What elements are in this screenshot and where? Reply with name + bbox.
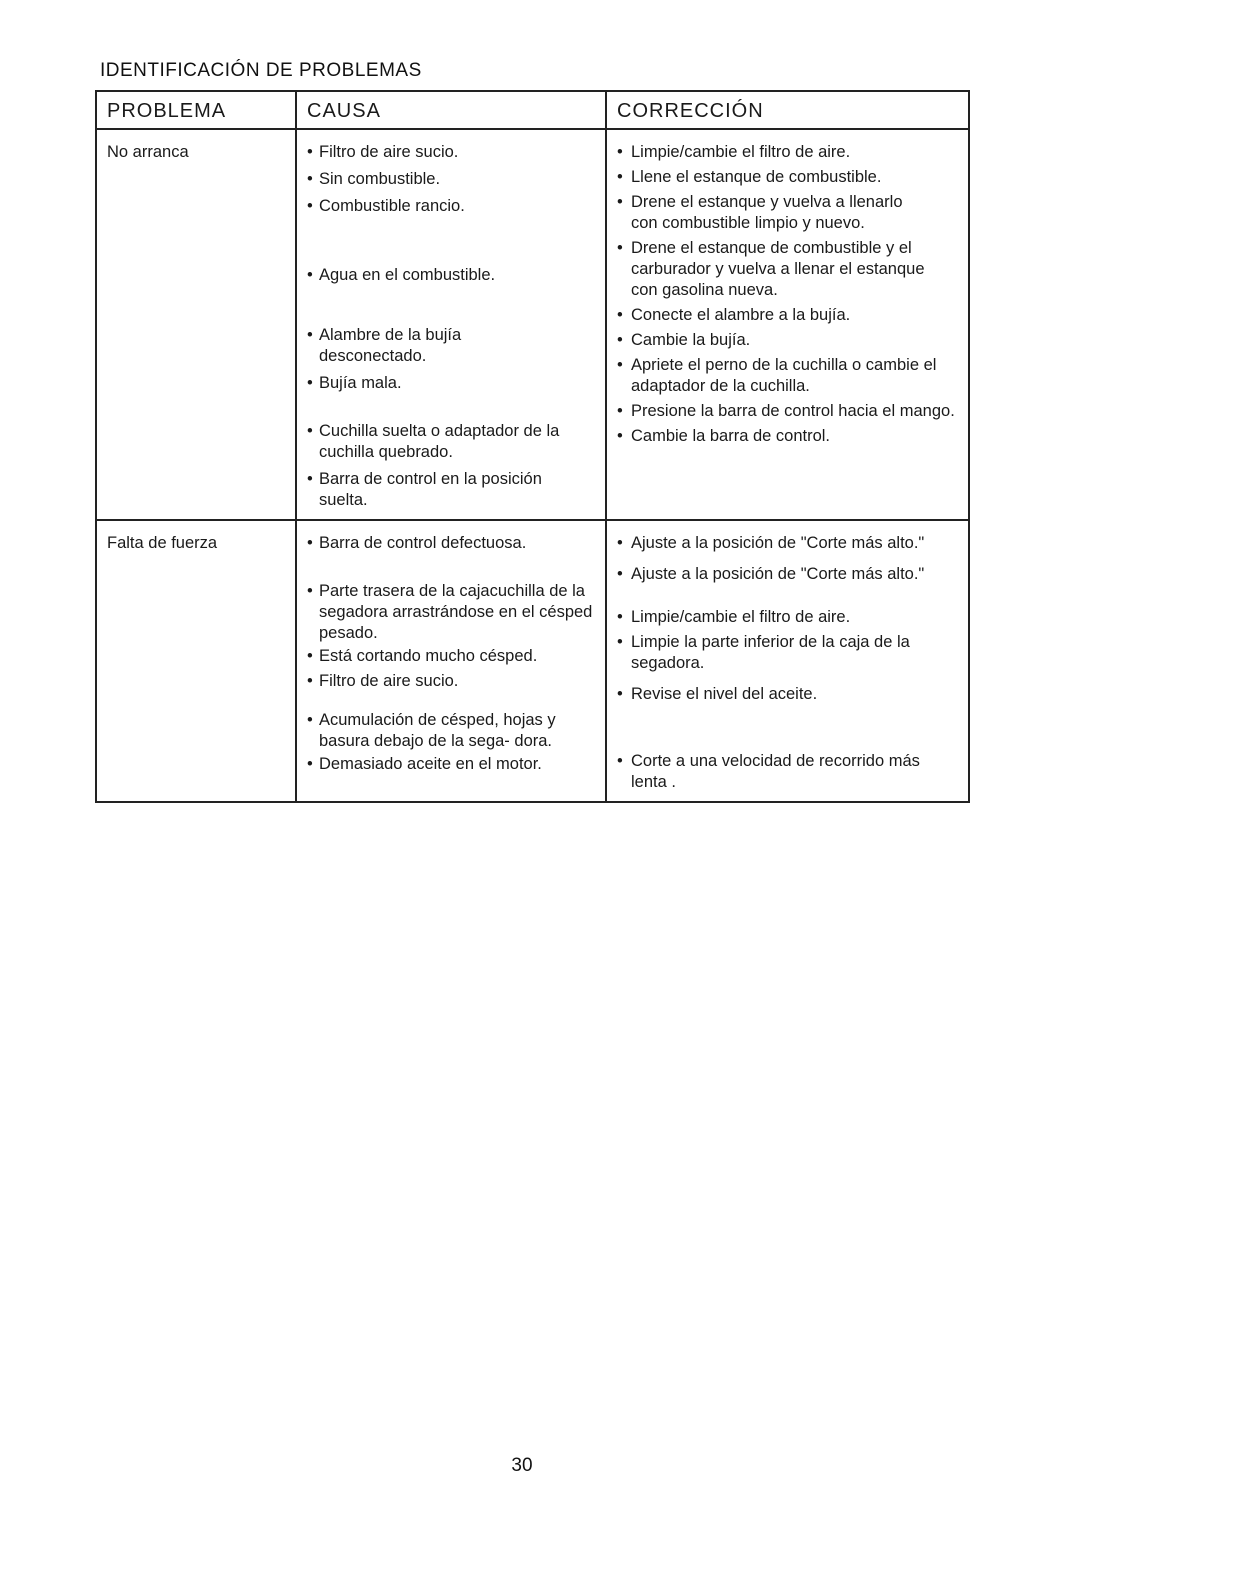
correction-list [617,533,958,793]
page-title: IDENTIFICACIÓN DE PROBLEMAS [100,60,422,81]
list-item: • Filtro de aire sucio. [307,671,595,692]
list-item: • Conecte el alambre a la bujía. [617,305,958,326]
cause-cell [296,129,606,520]
correction-list [617,142,958,447]
table-row [96,520,969,802]
list-item: • Parte trasera de la cajacuchilla de la segadora arrastrándose en el césped pesado. [307,581,594,644]
table-header-row [96,91,969,129]
troubleshooting-table [95,90,970,803]
problem-cell: Falta de fuerza [96,520,296,802]
list-item: • Drene el estanque de combustible y el carburador y vuelva a llenar el estanque con gasolina nueva. [617,238,951,301]
header-correction: CORRECCIÓN [606,91,969,129]
list-item: • Filtro de aire sucio. [307,142,595,163]
list-item: • Agua en el combustible. [307,265,595,286]
list-item: • Combustible rancio. [307,196,595,217]
page-number: 30 [511,1455,533,1476]
list-item: • Alambre de la bujía desconectado. [307,325,509,367]
list-item: • Ajuste a la posición de "Corte más alto." [617,564,941,585]
cause-list [307,142,595,511]
list-item: • Está cortando mucho césped. [307,646,595,667]
list-item: • Corte a una velocidad de recorrido más lenta . [617,751,941,793]
list-item: • Barra de control en la posición suelta. [307,469,594,511]
correction-cell [606,129,969,520]
header-problem: PROBLEMA [96,91,296,129]
list-item: • Presione la barra de control hacia el mango. [617,401,956,422]
list-item: • Revise el nivel del aceite. [617,684,958,705]
table-row [96,129,969,520]
correction-cell [606,520,969,802]
list-item: • Apriete el perno de la cuchilla o cambie el adaptador de la cuchilla. [617,355,941,397]
list-item: • Ajuste a la posición de "Corte más alto." [617,533,941,554]
list-item: • Limpie la parte inferior de la caja de la segadora. [617,632,951,674]
cause-cell [296,520,606,802]
list-item: • Acumulación de césped, hojas y basura debajo de la sega- dora. [307,710,589,752]
list-item: • Cambie la bujía. [617,330,958,351]
list-item: • Llene el estanque de combustible. [617,167,958,188]
list-item: • Barra de control defectuosa. [307,533,595,554]
list-item: • Cambie la barra de control. [617,426,958,447]
list-item: • Limpie/cambie el filtro de aire. [617,142,958,163]
list-item: • Drene el estanque y vuelva a llenarlo con combustible limpio y nuevo. [617,192,931,234]
problem-cell: No arranca [96,129,296,520]
cause-list [307,533,595,775]
list-item: • Limpie/cambie el filtro de aire. [617,607,958,628]
list-item: • Cuchilla suelta o adaptador de la cuchilla quebrado. [307,421,579,463]
header-cause: CAUSA [296,91,606,129]
list-item: • Bujía mala. [307,373,595,394]
list-item: • Sin combustible. [307,169,595,190]
list-item: • Demasiado aceite en el motor. [307,754,595,775]
